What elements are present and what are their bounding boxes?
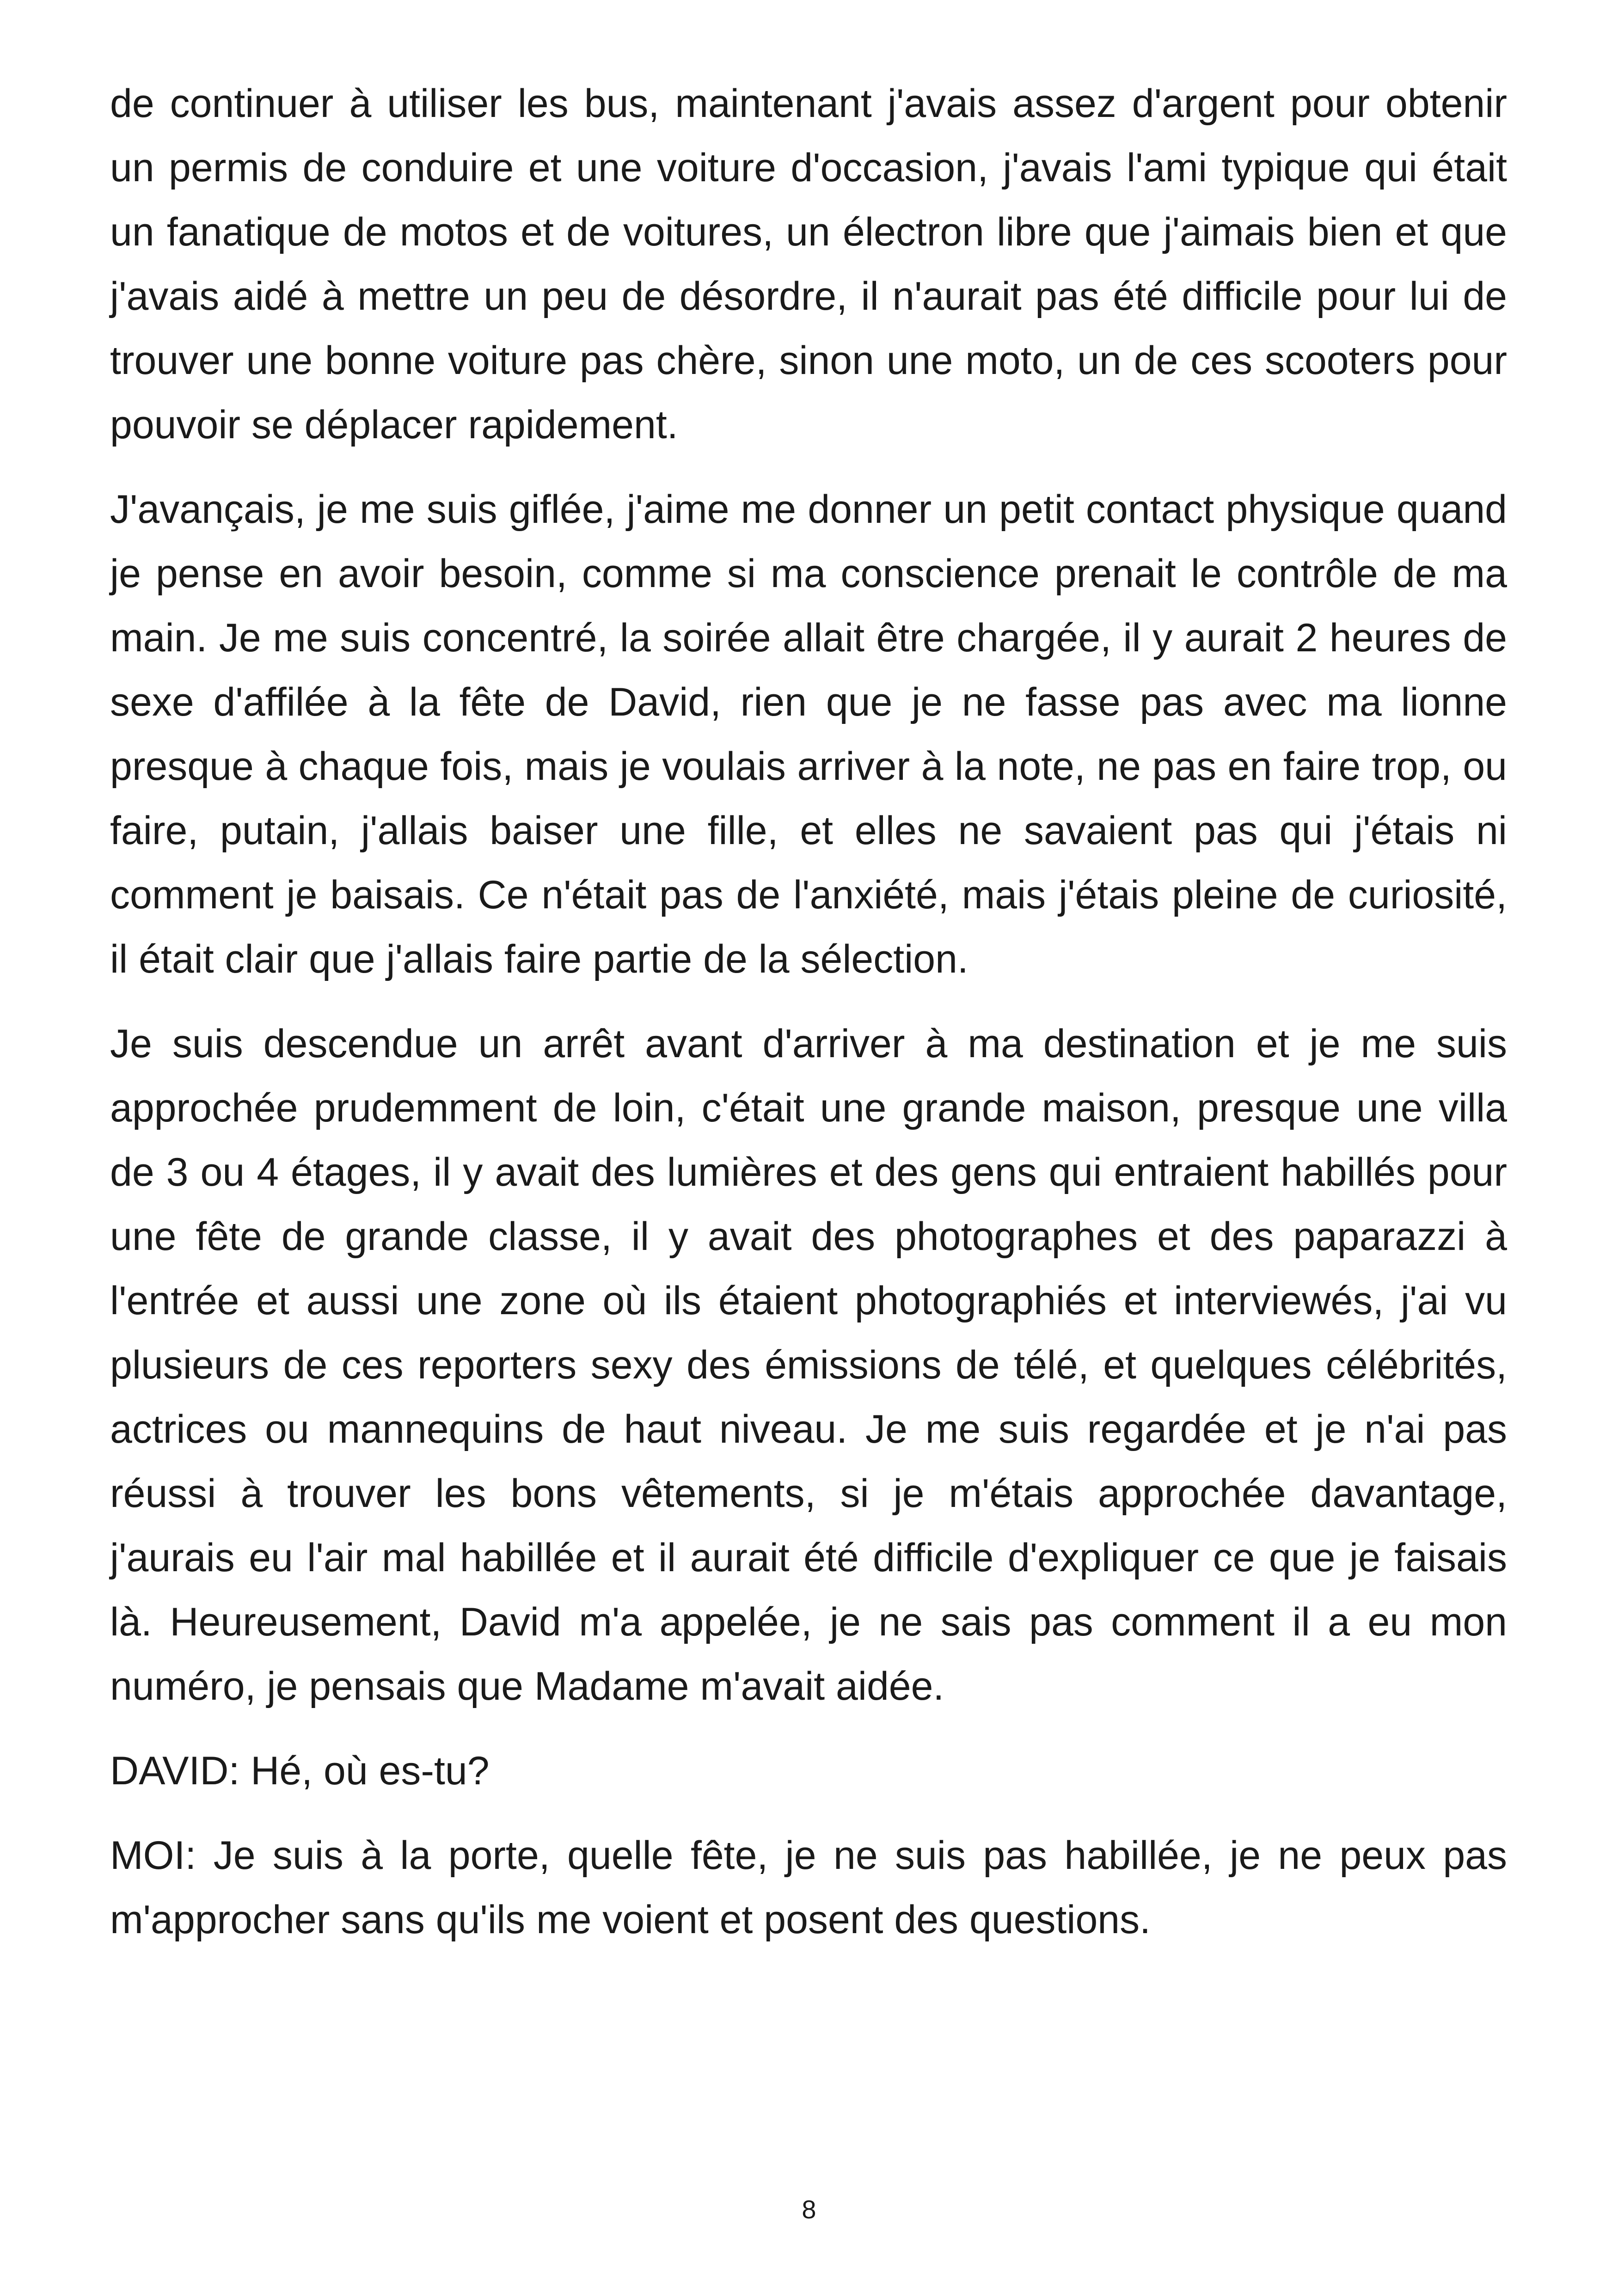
paragraph-arrival-at-villa: Je suis descendue un arrêt avant d'arriver à ma destination et je me suis approchée prudemment de loin, c'était une grande maison, presque une villa de 3 ou 4 étages, il y avait des lumières et des gens qui entraient habillés pour une fête de grande classe, il y avait des photographes et des paparazzi à l'entrée et aussi une zone où ils étaient photographiés et interviewés, j'ai vu plusieurs de ces reporters sexy des émissions de télé, et quelques célébrités, actrices ou mannequins de haut niveau. Je me suis regardée et je n'ai pas réussi à trouver les bons vêtements, si je m'étais approchée davantage, j'aurais eu l'air mal habillée et il aurait été difficile d'expliquer ce que je faisais là. Heureusement, David m'a appelée, je ne sais pas comment il a eu mon numéro, je pensais que Madame m'avait aidée.	[110, 1022, 1507, 1708]
dialogue-line-david: DAVID: Hé, où es-tu?	[110, 1749, 490, 1793]
body-text	[110, 72, 1507, 1972]
page-number: 8	[802, 2195, 816, 2224]
paragraph-slap-and-focus: J'avançais, je me suis giflée, j'aime me donner un petit contact physique quand je pense en avoir besoin, comme si ma conscience prenait le contrôle de ma main. Je me suis concentré, la soirée allait être chargée, il y aurait 2 heures de sexe d'affilée à la fête de David, rien que je ne fasse pas avec ma lionne presque à chaque fois, mais je voulais arriver à la note, ne pas en faire trop, ou faire, putain, j'allais baiser une fille, et elles ne savaient pas qui j'étais ni comment je baisais. Ce n'était pas de l'anxiété, mais j'étais pleine de curiosité, il était clair que j'allais faire partie de la sélection.	[110, 487, 1507, 981]
paragraph-bus-and-car: de continuer à utiliser les bus, maintenant j'avais assez d'argent pour obtenir un permis de conduire et une voiture d'occasion, j'avais l'ami typique qui était un fanatique de motos et de voitures, un électron libre que j'aimais bien et que j'avais aidé à mettre un peu de désordre, il n'aurait pas été difficile pour lui de trouver une bonne voiture pas chère, sinon une moto, un de ces scooters pour pouvoir se déplacer rapidement.	[110, 81, 1507, 447]
dialogue-line-moi: MOI: Je suis à la porte, quelle fête, je ne suis pas habillée, je ne peux pas m'approcher sans qu'ils me voient et posent des questions.	[110, 1833, 1507, 1942]
